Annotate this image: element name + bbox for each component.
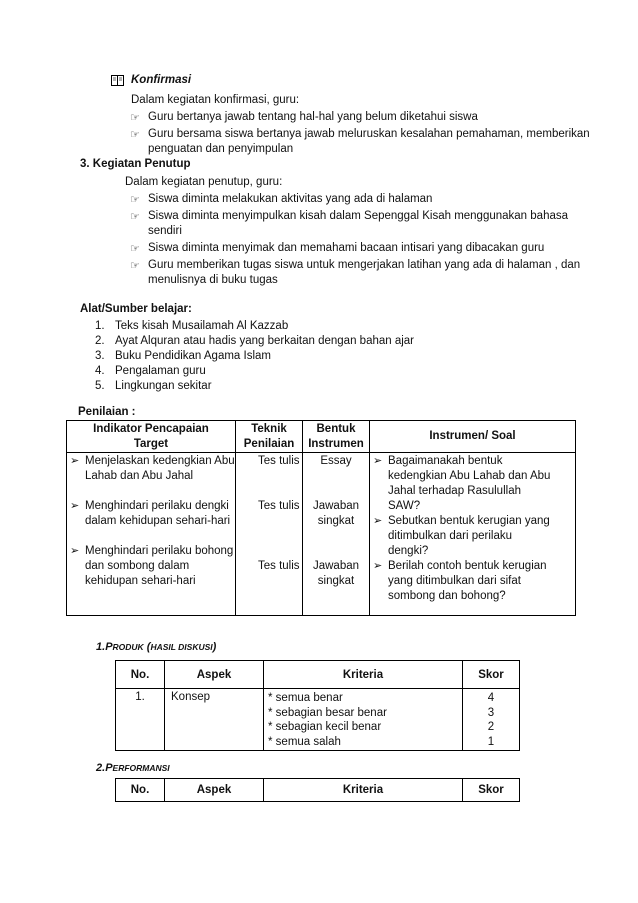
penutup-intro: Dalam kegiatan penutup, guru: xyxy=(125,176,283,188)
teknik-cell xyxy=(236,453,303,616)
produk-header-aspek: Aspek xyxy=(165,661,264,689)
alat-num: 5. xyxy=(95,380,105,392)
bentuk-line: Essay xyxy=(320,455,352,468)
produk-header-no: No. xyxy=(116,661,165,689)
performansi-heading xyxy=(96,762,170,774)
alat-list-item xyxy=(95,365,206,377)
produk-title-paren: ( xyxy=(143,641,151,653)
skor-line: 4 xyxy=(487,692,495,704)
alat-text: Ayat Alquran atau hadis yang berkaitan dengan bahan ajar xyxy=(115,335,415,347)
arrow-bullet-icon: ➢ xyxy=(373,455,383,468)
penutup-item: Guru memberikan tugas siswa untuk mengerjakan latihan yang ada di halaman , dan xyxy=(148,259,581,271)
pointing-hand-icon: ☞ xyxy=(130,260,140,272)
produk-num: 1. xyxy=(96,641,106,653)
bentuk-line: singkat xyxy=(317,575,355,588)
produk-table xyxy=(115,660,520,751)
produk-row-kriteria xyxy=(264,689,463,751)
alat-num: 1. xyxy=(95,320,105,332)
header-teknik-line: Teknik xyxy=(251,423,287,435)
soal-line: dengki? xyxy=(388,545,429,558)
teknik-value: Tes tulis xyxy=(258,560,300,573)
header-instrumen xyxy=(370,421,576,453)
soal-cell xyxy=(370,453,576,616)
konfirmasi-item: Guru bertanya jawab tentang hal-hal yang belum diketahui siswa xyxy=(148,111,478,123)
performansi-header-kriteria: Kriteria xyxy=(264,779,463,802)
skor-line: 3 xyxy=(487,706,495,719)
produk-title-close: ) xyxy=(212,641,217,653)
penutup-heading: 3. Kegiatan Penutup xyxy=(80,158,191,170)
teknik-value: Tes tulis xyxy=(258,455,300,468)
soal-line: yang ditimbulkan dari sifat xyxy=(388,575,521,588)
teknik-value: Tes tulis xyxy=(258,500,300,513)
alat-section xyxy=(0,303,638,398)
performansi-header-aspek: Aspek xyxy=(165,779,264,802)
soal-line: Sebutkan bentuk kerugian yang xyxy=(388,515,550,528)
produk-heading xyxy=(96,641,216,653)
performansi-header-skor: Skor xyxy=(463,779,520,802)
arrow-bullet-icon: ➢ xyxy=(70,500,80,513)
penilaian-table xyxy=(66,420,576,616)
indikator-line: dan sombong dalam xyxy=(85,560,190,573)
arrow-bullet-icon: ➢ xyxy=(373,515,383,528)
arrow-bullet-icon: ➢ xyxy=(70,545,80,558)
soal-line: SAW? xyxy=(388,500,421,513)
indikator-line: Menjelaskan kedengkian Abu xyxy=(85,455,235,468)
konfirmasi-title: Konfirmasi xyxy=(131,74,192,86)
alat-text: Buku Pendidikan Agama Islam xyxy=(115,350,271,362)
kriteria-line: * semua benar xyxy=(268,692,343,704)
header-instrumen-text: Instrumen/ Soal xyxy=(429,430,516,443)
penutup-section xyxy=(0,158,638,293)
bentuk-line: singkat xyxy=(317,515,355,528)
penutup-item: Siswa diminta menyimak dan memahami bacaan intisari yang dibacakan guru xyxy=(148,242,545,254)
produk-row-skor xyxy=(463,689,520,751)
skor-line: 2 xyxy=(487,721,495,733)
produk-row-aspek: Konsep xyxy=(165,689,264,751)
header-indikator-line: Indikator Pencapaian xyxy=(93,423,209,435)
soal-line: sombong dan bohong? xyxy=(388,590,506,603)
book-icon xyxy=(111,75,124,86)
kriteria-line: * sebagian kecil benar xyxy=(268,721,382,733)
soal-line: Jahal terhadap Rasulullah xyxy=(388,485,521,498)
performansi-table xyxy=(115,778,520,802)
header-indikator xyxy=(67,421,236,453)
alat-list-item xyxy=(95,335,414,347)
konfirmasi-item: Guru bersama siswa bertanya jawab meluruskan kesalahan pemahaman, memberikan xyxy=(148,128,590,140)
performansi-header-no: No. xyxy=(116,779,165,802)
header-teknik-line: Penilaian xyxy=(243,438,295,450)
alat-list-item xyxy=(95,350,271,362)
soal-line: kedengkian Abu Lahab dan Abu xyxy=(388,470,551,483)
header-bentuk-line: Instrumen xyxy=(308,438,364,450)
alat-text: Pengalaman guru xyxy=(115,365,206,377)
pointing-hand-icon: ☞ xyxy=(130,129,140,141)
kriteria-line: * semua salah xyxy=(268,735,341,748)
bentuk-cell xyxy=(303,453,370,616)
alat-list-item xyxy=(95,320,288,332)
pointing-hand-icon: ☞ xyxy=(130,243,140,255)
soal-line: ditimbulkan dari perilaku xyxy=(388,530,513,543)
indikator-line: Menghindari perilaku dengki xyxy=(85,500,229,513)
bentuk-line: Jawaban xyxy=(312,500,360,513)
produk-header-kriteria: Kriteria xyxy=(264,661,463,689)
konfirmasi-section xyxy=(0,0,638,160)
konfirmasi-item-cont: penguatan dan penyimpulan xyxy=(148,143,294,155)
header-indikator-line: Target xyxy=(133,438,169,450)
performansi-title-rest: ERFORMANSI xyxy=(112,763,170,773)
produk-title-hasil: HASIL DISKUSI xyxy=(150,642,213,652)
header-bentuk xyxy=(303,421,370,453)
penutup-item: Siswa diminta melakukan aktivitas yang ada di halaman xyxy=(148,193,433,205)
indikator-cell xyxy=(67,453,236,616)
alat-num: 4. xyxy=(95,365,105,377)
alat-heading: Alat/Sumber belajar: xyxy=(80,303,192,315)
soal-line: Bagaimanakah bentuk xyxy=(388,455,503,468)
konfirmasi-intro: Dalam kegiatan konfirmasi, guru: xyxy=(131,94,300,106)
alat-num: 3. xyxy=(95,350,105,362)
indikator-line: kehidupan sehari-hari xyxy=(85,575,196,588)
arrow-bullet-icon: ➢ xyxy=(70,455,80,468)
alat-text: Teks kisah Musailamah Al Kazzab xyxy=(115,320,289,332)
produk-title-rest: RODUK xyxy=(112,642,144,652)
indikator-line: Menghindari perilaku bohong xyxy=(85,545,234,558)
alat-list-item xyxy=(95,380,212,392)
produk-header-skor: Skor xyxy=(463,661,520,689)
soal-line: Berilah contoh bentuk kerugian xyxy=(388,560,547,573)
header-teknik xyxy=(236,421,303,453)
produk-title-first: P xyxy=(105,641,113,653)
alat-text: Lingkungan sekitar xyxy=(115,380,212,392)
pointing-hand-icon: ☞ xyxy=(130,194,140,206)
skor-line: 1 xyxy=(487,735,495,748)
alat-num: 2. xyxy=(95,335,105,347)
pointing-hand-icon: ☞ xyxy=(130,112,140,124)
produk-row-no: 1. xyxy=(116,689,165,751)
performansi-title-first: P xyxy=(105,762,113,774)
indikator-line: dalam kehidupan sehari-hari xyxy=(85,515,231,528)
penutup-item-cont: sendiri xyxy=(148,225,182,237)
bentuk-line: Jawaban xyxy=(312,560,360,573)
arrow-bullet-icon: ➢ xyxy=(373,560,383,573)
penutup-item-cont: menulisnya di buku tugas xyxy=(148,274,278,286)
penilaian-heading: Penilaian : xyxy=(78,406,136,418)
kriteria-line: * sebagian besar benar xyxy=(268,706,387,719)
pointing-hand-icon: ☞ xyxy=(130,211,140,223)
penutup-item: Siswa diminta menyimpulkan kisah dalam Sepenggal Kisah menggunakan bahasa xyxy=(148,210,569,222)
indikator-line: Lahab dan Abu Jahal xyxy=(85,470,194,483)
header-bentuk-line: Bentuk xyxy=(316,423,356,435)
performansi-num: 2. xyxy=(96,762,106,774)
